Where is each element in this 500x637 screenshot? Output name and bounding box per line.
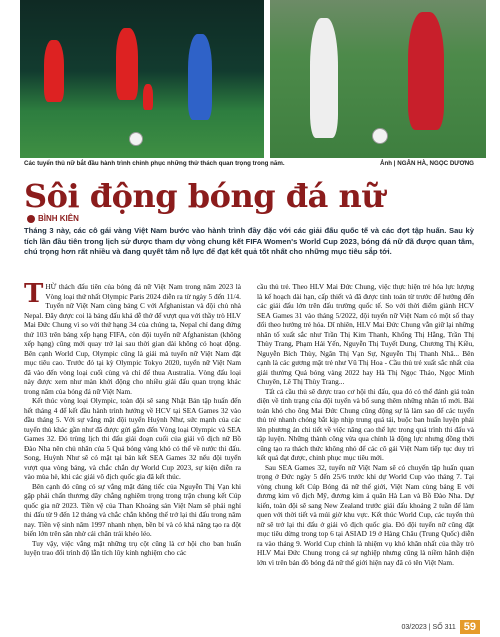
paragraph: Tuy vậy, việc vắng mặt những trụ cột cũng là cơ hội cho ban huấn luyện trao đổi trình độ lẫn tích lũy kinh nghiệm cho các xyxy=(24,538,241,557)
photo-caption: Các tuyển thủ nữ bắt đầu hành trình chinh phục những thử thách quan trọng trong năm. xyxy=(24,160,285,167)
photo-caption-row xyxy=(24,160,474,167)
photo-match-left xyxy=(20,0,264,158)
page-number: 59 xyxy=(460,620,480,634)
football-icon xyxy=(372,128,388,144)
player-red xyxy=(116,28,138,100)
paragraph: Tất cả cầu thủ sẽ được trao cơ hội thi đấu, qua đó có thể đánh giá toàn diện về tình trạng của đội tuyển và bổ sung thêm những nhân tố mới. Bài toán khó cho ông Mai Đức Chung cũng động sự là làm sao để các tuyển thủ trẻ nhanh chóng bắt kịp nhịp trung quá tải, buộc ban huấn luyện phải lên phương án chi tiết về việc nâng cao thể lực trong quá trình thi đấu và tập luyện. Những thành công vừa qua chính là động lực nhưng đồng thời cũng tạo ra thách thức không nhỏ để các cô gái Việt Nam tiếp tục duy trì kết quả đạt được, chinh phục mục tiêu mới. xyxy=(257,386,474,462)
paragraph xyxy=(24,279,241,396)
football-icon xyxy=(129,132,143,146)
player-red xyxy=(408,12,444,130)
page-footer xyxy=(340,620,480,634)
paragraph-text: HỪ thách đấu tiên của bóng đá nữ Việt Nam trong năm 2023 là Vòng loại thứ nhất Olympic Paris 2024 diễn ra từ ngày 5 đến 11/4. Tuyển nữ Việt Nam cùng bảng C với Afghanistan và đội chủ nhà Nepal. Đây được coi là bảng đấu khá dễ thở để vượt qua với thầy trò HLV Mai Đức Chung vì so với thứ hạng 34 của chúng ta, Nepal chỉ đang đứng thứ 103 trên bảng xếp hạng FIFA, còn đội tuyển nữ Afghanistan (không xếp hạng) cũng mới quay trở lại sau thời gian dài không có hoạt động. Bên cạnh World Cup, Olympic cũng là giải mà tuyển nữ Việt Nam đặt mục tiêu cao. Trước đó tại kỳ Olympic Tokyo 2020, tuyển nữ Việt Nam đã vào đến vòng loại cuối cùng và chỉ để thua Australia. Vòng đấu loại này được xem như màn khởi động cho nhiều giải đấu quan trọng khác trong năm của bóng đá nữ Việt Nam. xyxy=(24,282,241,396)
article-byline xyxy=(27,214,79,223)
photo-strip xyxy=(0,0,500,158)
article-lead: Tháng 3 này, các cô gái vàng Việt Nam bước vào hành trình đầy đặc với các giải đấu quốc tế và các đợt tập huấn. Sau kỳ tích lần đầu tiên trong lịch sử được tham dự vòng chung kết FIFA Women's World Cup 2023, bóng đá nữ đã được quan tâm, chú trọng hơn rất nhiều và đang quyết tâm nỗ lực để đạt kết quả tốt nhất cho những mục tiêu sắp tới. xyxy=(24,226,474,256)
player-red xyxy=(143,84,153,110)
player-blue xyxy=(188,34,212,120)
paragraph: Sau SEA Games 32, tuyển nữ Việt Nam sẽ có chuyến tập huấn quan trọng ở Đức ngày 5 đến 25/6 trước khi dự World Cup vào tháng 7. Tại vòng chung kết Cúp Bóng đá nữ thế giới, Việt Nam cùng bảng E với đương kim vô địch Mỹ, đương kim á quân Hà Lan và Bồ Đào Nha. Dự kiến, toàn đội sẽ sang New Zealand trước giải đấu khoảng 2 tuần để làm quen với thời tiết và múi giờ khu vực. Kết thúc World Cup, các tuyển thủ nữ sẽ trở lại thi đấu ở giải vô địch quốc gia. Đó đội tuyển nữ cũng đặt mục tiêu dừng trong top 6 tại ASIAD 19 ở Hàng Châu (Trung Quốc) diễn ra vào tháng 9. World Cup chính là nhiệm vụ khó khăn nhất của thầy trò HLV Mai Đức Chung trong cả sự nghiệp nhưng cũng là niềm hãnh diện lớn vì trên bản đồ bóng đá nữ thế giới hiện nay đã có tên Việt Nam. xyxy=(257,462,474,567)
player-red xyxy=(44,40,64,102)
paragraph: cầu thủ trẻ. Theo HLV Mai Đức Chung, việc thực hiện trẻ hóa lực lượng là kế hoạch dài hạn, cấp thiết và đã được tính toán từ trước để hướng đến các giải đấu lớn trên đấu trường quốc tế. So với thời điểm giành HCV SEA Games 31 vào tháng 5/2022, đội tuyển nữ Việt Nam có một số thay đổi theo hướng trẻ hóa. Dĩ nhiên, HLV Mai Đức Chung vẫn giữ lại những nhân tố xuất sắc như Trần Thị Kim Thanh, Khổng Thị Hằng, Trần Thị Thùy Trang, Phạm Hải Yến, Nguyễn Thị Tuyết Dung, Chương Thị Kiều, Nguyễn Bích Thùy, Ngân Thị Vạn Sự, Nguyễn Thị Thanh Nhã... Bên cạnh là các gương mặt trẻ như Vũ Thị Hoa - Cầu thủ trẻ xuất sắc nhất của giải thưởng Quả bóng vàng 2022 hay Hà Thị Ngọc Thảo, Ngọc Minh Chuyên, Lê Thị Thùy Trang... xyxy=(257,282,474,386)
author-icon xyxy=(27,215,35,223)
photo-match-right xyxy=(270,0,486,158)
article-column-left xyxy=(24,279,241,558)
photo-credit: Ảnh | NGÂN HÀ, NGỌC DƯƠNG xyxy=(380,160,474,167)
author-name: BÌNH KIÊN xyxy=(38,214,79,223)
article-title: Sôi động bóng đá nữ xyxy=(24,177,385,215)
issue-info: 03/2023 | SỐ 311 xyxy=(401,623,456,631)
drop-cap: T xyxy=(24,279,44,309)
player-white xyxy=(310,18,338,138)
article-column-right xyxy=(257,282,474,567)
paragraph: Kết thúc vòng loại Olympic, toàn đội sẽ sang Nhật Bản tập huấn đến hết tháng 4 để kết đầu hành trình hướng về HCV tại SEA Games 32 vào đầu tháng 5. Với sự vắng mặt đội tuyển Huỳnh Như, sức mạnh của các tuyển thủ khác gần như đã được gửi gắm đến Vòng loại Olympic và SEA Games 32. Đó trùng lịch thi đấu giải đoạn cuối của giải vô địch nữ Bồ Đào Nha nên chủ nhân của 5 Quả bóng vàng khó có thể về nước thi đấu. Song, Huỳnh Như sẽ có mặt tại bán kết SEA Games 32 nếu đội tuyển vượt qua vòng bảng, và chắc chắn dự World Cup 2023, sự kiện diễn ra vào mùa hè, khi các giải vô địch quốc gia đã kết thúc. xyxy=(24,396,241,481)
paragraph: Bên cạnh đó cũng có sự vắng mặt đáng tiếc của Nguyễn Thị Vạn khi gặp phải chấn thương dây chằng nghiêm trọng trong trận chung kết Cúp quốc gia nữ 2023. Tiền vệ của Than Khoáng sản Việt Nam sẽ phải nghỉ thi đấu từ 9 đến 12 tháng và chắc chắn không thể trở lại thi đấu trong năm nay. Tiền vệ sinh năm 1997 nhanh nhẹn, bền bỉ và có khả năng tạo ra đột biến lớn trên sân nhờ cái chân trái khéo léo. xyxy=(24,481,241,538)
